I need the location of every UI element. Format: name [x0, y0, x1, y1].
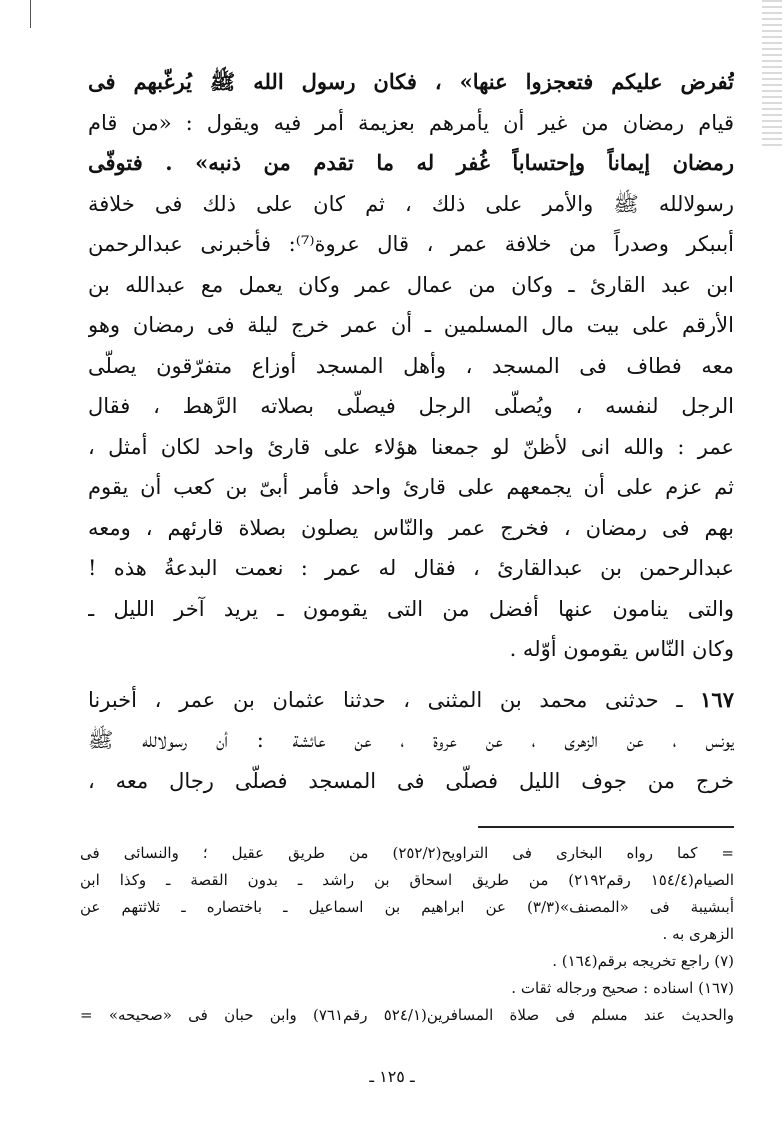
- footnote-line-3: أبىشيبة فى «المصنف»(٣/٣) عن ابراهيم بن اسماعيل ـ باختصاره ـ ثلاثتهم عن: [80, 898, 734, 916]
- text-line-7: الأرقم على بيت مال المسلمين ـ أن عمر خرج ليلة فى رمضان وهو: [88, 313, 734, 337]
- text-line-9: الرجل لنفسه ، ويُصلّى الرجل فيصلّى بصلاته الرَّهط ، فقال: [88, 394, 734, 418]
- main-text: [88, 62, 734, 801]
- text-line-3: رمضان إيماناً وإحتساباً غُفر له ما تقدم من ذنبه» . فتوفّى: [88, 150, 734, 175]
- text-line-8: معه فطاف فى المسجد ، وأهل المسجد أوزاع متفرّقون يصلّى: [88, 353, 734, 378]
- text-line-6: ابن عبد القارئ ـ وكان من عمال عمر وكان يعمل مع عبدالله بن: [88, 272, 734, 297]
- hadith-line-3: خرج من جوف الليل فصلّى فى المسجد فصلّى رجال معه ،: [88, 768, 734, 793]
- hadith-line-1: ـ حدثنى محمد بن المثنى ، حدثنا عثمان بن عمر ، أخبرنا: [88, 687, 683, 712]
- hadith-line-2: يونس ، عن الزهرى ، عن عروة ، عن عائشة : أن رسولالله ﷺ: [88, 728, 734, 752]
- footnote-line-7: والحديث عند مسلم فى صلاة المسافرين(٥٢٤/١ رقم٧٦١) وابن حبان فى «صحيحه» =: [80, 1006, 734, 1024]
- footnote-line-2: الصيام(١٥٤/٤ رقم٢١٩٢) من طريق اسحاق بن راشد ـ بدون القصة ـ وكذا ابن: [80, 871, 734, 889]
- text-line-4: رسولالله ﷺ والأمر على ذلك ، ثم كان على ذلك فى خلافة: [88, 191, 734, 216]
- binding-edge: [762, 0, 782, 150]
- footnote-line-4: الزهرى به .: [662, 925, 734, 943]
- footnote-separator: [478, 826, 734, 828]
- footnote-7: (٧) راجع تخريجه برقم(١٦٤) .: [552, 952, 734, 970]
- text-line-15: وكان النّاس يقومون أوّله .: [509, 637, 734, 661]
- text-line-2-content: قيام رمضان من غير أن يأمرهم بعزيمة أمر فيه ويقول : «من قام: [88, 110, 734, 135]
- footnote-167: (١٦٧) اسناده : صحيح ورجاله ثقات .: [511, 979, 734, 997]
- page-number: ـ ١٢٥ ـ: [369, 1067, 415, 1086]
- footnotes: [80, 840, 734, 1029]
- text-line-13: عبدالرحمن بن عبدالقارئ ، فقال له عمر : نعمت البدعةُ هذه !: [88, 556, 734, 580]
- text-line-1: تُفرض عليكم فتعجزوا عنها» ، فكان رسول الله ﷺ يُرغّبهم فى: [88, 69, 734, 94]
- text-line-14: والتى ينامون عنها أفضل من التى يقومون ـ يريد آخر الليل ـ: [88, 596, 734, 621]
- hadith-number: ١٦٧: [700, 686, 734, 712]
- text-line-12: بهم فى رمضان ، فخرج عمر والنّاس يصلون بصلاة قارئهم ، ومعه: [88, 515, 734, 540]
- hadith-first-line: [88, 680, 734, 721]
- text-line-11: ثم عزم على أن يجمعهم على قارئ واحد فأمر أبىّ بن كعب أن يقوم: [88, 475, 734, 499]
- text-line-2: [88, 103, 734, 144]
- text-line-5: أبىبكر وصدراً من خلافة عمر ، قال عروة⁽⁷⁾: فأخبرنى عبدالرحمن: [88, 232, 734, 256]
- footnote-line-1: = كما رواه البخارى فى التراويح(٢٥٢/٢) من طريق عقيل ؛ والنسائى فى: [80, 844, 734, 862]
- margin-mark: [30, 0, 31, 28]
- text-line-10: عمر : والله انى لأظنّ لو جمعنا هؤلاء على قارئ واحد لكان أمثل ،: [88, 434, 734, 459]
